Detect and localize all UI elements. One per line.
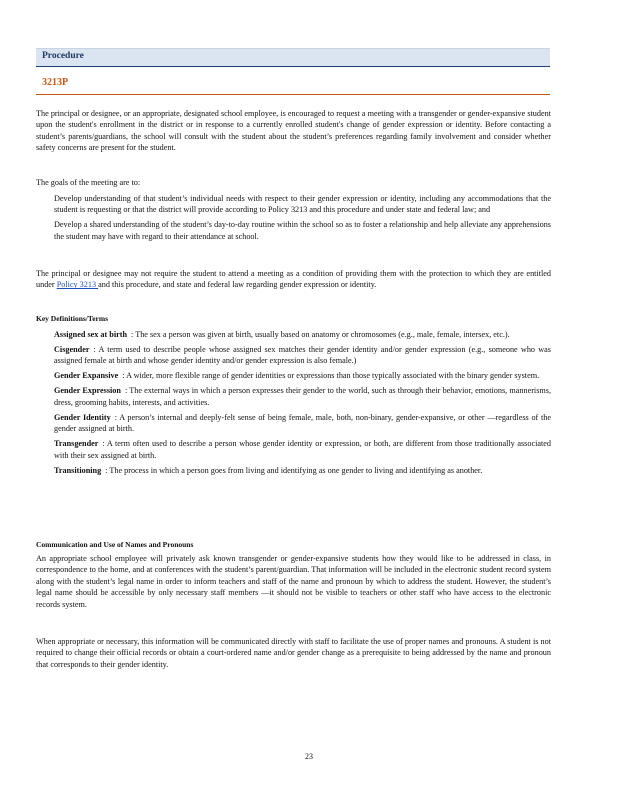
header-rule bbox=[36, 94, 550, 95]
key-definitions-heading: Key Definitions/Terms bbox=[36, 314, 109, 323]
names-paragraph: An appropriate school employee will privately ask known transgender or gender-expansive students how they would like to be addressed in class, in correspondence to the home, and at conferences with the student’s parent/guardian. That information will be included in the electronic student record system along with the student’s legal name in order to inform teachers and staff of the name and pronoun by which to address the student. However, the student’s legal name should be accessible by only necessary staff members —it should not be visible to teachers or other staff who have access to the electronic records system. bbox=[36, 554, 551, 609]
definition-term: Cisgender bbox=[54, 345, 90, 354]
principal-paragraph bbox=[36, 268, 551, 291]
definition-text: : The sex a person was given at birth, usually based on anatomy or chromosomes (e.g., male, female, intersex, etc.). bbox=[131, 330, 510, 339]
procedure-code: 3213P bbox=[42, 77, 69, 88]
communication-heading: Communication and Use of Names and Pronouns bbox=[36, 540, 194, 549]
definition-text: : A term often used to describe a person whose gender identity or expression, or both, are different from those traditionally associated with their sex assigned at birth. bbox=[54, 439, 551, 460]
definition-text: : The external ways in which a person expresses their gender to the world, such as through their behavior, emotions, mannerisms, dress, grooming habits, interests, and activities. bbox=[54, 386, 551, 407]
procedure-header-bar bbox=[36, 48, 550, 67]
definition-term: Gender Expression bbox=[54, 386, 121, 396]
list-item bbox=[36, 385, 551, 408]
principal-text-before: The principal or designee may not require the student to attend a meeting as a condition of providing them with the protection to which they are entitled under bbox=[36, 269, 551, 290]
goal-text: Develop understanding of that student’s individual needs with respect to their gender expression or identity, including any accommodations that the student is requesting or that the district will provide according to Policy 3213 and this procedure and under state and federal law; and bbox=[54, 194, 551, 215]
definition-text: : A term used to describe people whose assigned sex matches their gender identity and/or gender expression (e.g., someone who was assigned female at birth and whose gender identity and/or gender expression is also female.) bbox=[54, 345, 551, 366]
definition-text: : A wider, more flexible range of gender identities or expressions than those typically associated with the binary gender system. bbox=[122, 371, 540, 381]
definitions-list bbox=[36, 329, 551, 480]
definition-term: Gender Identity bbox=[54, 412, 111, 422]
list-item bbox=[36, 329, 551, 340]
definition-term: Transgender bbox=[54, 439, 99, 449]
procedure-label: Procedure bbox=[42, 51, 84, 61]
principal-text-after: and this procedure, and state and federal law regarding gender expression or identity. bbox=[98, 280, 377, 290]
list-item bbox=[36, 219, 551, 242]
list-item bbox=[36, 370, 551, 381]
list-item bbox=[36, 465, 551, 476]
goal-text: Develop a shared understanding of the student’s day-to-day routine within the school so as to foster a relationship and help alleviate any apprehensions the student may have with regard to their attendance at school. bbox=[54, 220, 551, 241]
list-item bbox=[36, 412, 551, 435]
list-item bbox=[36, 344, 551, 367]
list-item bbox=[36, 193, 551, 216]
goals-intro: The goals of the meeting are to: bbox=[36, 178, 141, 187]
definition-text: : The process in which a person goes from living and identifying as one gender to living and identifying as another. bbox=[105, 465, 483, 475]
policy-3213-link[interactable]: Policy 3213 bbox=[56, 280, 99, 290]
definition-term: Transitioning bbox=[54, 465, 102, 475]
definition-term: Assigned sex at birth bbox=[54, 330, 128, 339]
intro-paragraph: The principal or designee, or an appropriate, designated school employee, is encouraged to request a meeting with a transgender or gender-expansive student upon the student's enrollment in the district or in response to a currently enrolled student's change of gender expression or identity. Before contacting a student’s parents/guardians, the school will consult with the student about the student’s preferences regarding family involvement and consider whether safety concerns are present for the student. bbox=[36, 109, 551, 153]
list-item bbox=[36, 438, 551, 461]
when-paragraph: When appropriate or necessary, this information will be communicated directly with staff to facilitate the use of proper names and pronouns. A student is not required to change their official records or obtain a court-ordered name and/or gender change as a prerequisite to being addressed by the name and pronoun that corresponds to their gender identity. bbox=[36, 637, 551, 669]
definition-text: : A person’s internal and deeply-felt sense of being female, male, both, non-binary, gender-expansive, or other —regardless of the gender assigned at birth. bbox=[54, 412, 551, 434]
definition-term: Gender Expansive bbox=[54, 371, 119, 381]
goals-list bbox=[36, 193, 551, 246]
page-number: 23 bbox=[305, 752, 313, 761]
